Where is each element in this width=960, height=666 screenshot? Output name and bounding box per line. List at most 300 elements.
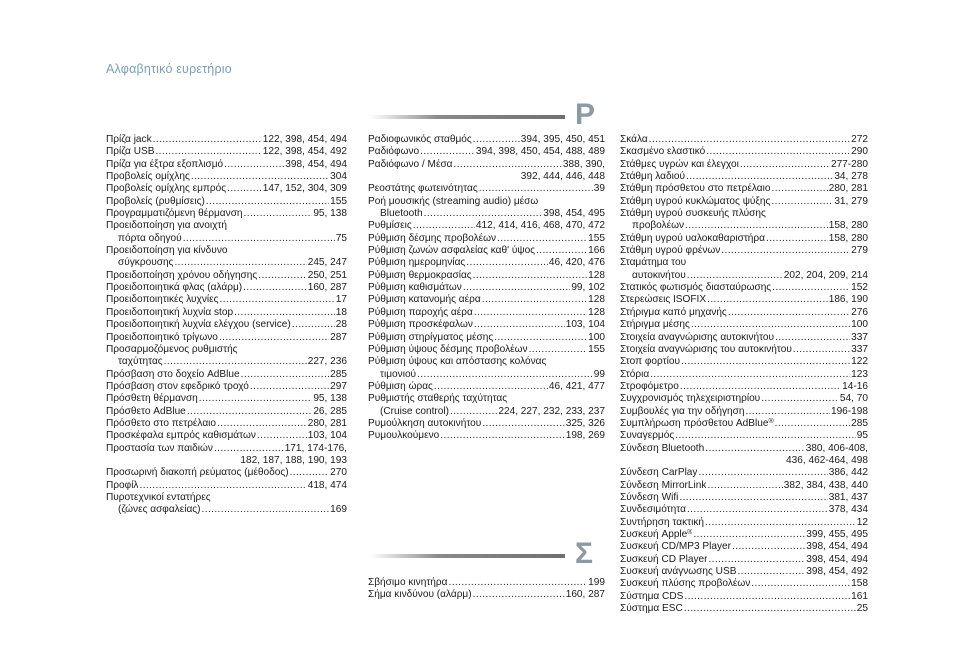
entry-term-text: Συσκευή πλύσης προβολέων xyxy=(620,578,751,590)
entry-row xyxy=(620,319,868,331)
entry-term-text: Συσκευή CD Player xyxy=(620,553,708,565)
index-entry xyxy=(106,220,347,245)
leader-dots xyxy=(751,578,850,590)
entry-row xyxy=(620,541,868,553)
entry-term-text: Πρόσθετο AdBlue xyxy=(106,405,186,417)
entry-pages: 171, 174-176, xyxy=(284,442,347,454)
entry-term xyxy=(380,369,416,381)
leader-dots xyxy=(449,577,588,589)
index-entry xyxy=(368,393,605,418)
entry-pages: 245, 247 xyxy=(307,257,347,269)
entry-term-text: πόρτα οδηγού xyxy=(118,232,182,244)
leader-dots xyxy=(649,134,850,146)
entry-term-text: Προειδοποιητικές λυχνίες xyxy=(106,294,219,306)
entry-row xyxy=(368,307,605,319)
entry-row xyxy=(106,134,347,146)
leader-dots xyxy=(707,480,782,492)
entry-term xyxy=(620,443,704,455)
entry-term-text: Προστασία των παιδιών xyxy=(106,442,213,454)
entry-term xyxy=(620,529,692,541)
entry-term-text: Συνδεσιμότητα xyxy=(620,504,686,516)
leader-dots xyxy=(227,183,262,195)
entry-term-text: Συμβουλές για την οδήγηση xyxy=(620,405,745,417)
entry-row xyxy=(368,332,605,344)
entry-heading: Ροή μουσικής (streaming audio) μέσω xyxy=(368,195,539,207)
entry-term-text: Στροφόμετρο xyxy=(620,380,679,392)
entry-row xyxy=(106,282,347,294)
entry-row xyxy=(620,307,868,319)
entry-row xyxy=(368,381,605,393)
entry-pages: 272 xyxy=(851,134,868,145)
entry-row xyxy=(106,480,347,492)
entry-heading: Προειδοποίηση για ανοιχτή xyxy=(106,220,227,232)
entry-pages: 18 xyxy=(335,306,347,318)
leader-dots xyxy=(686,171,833,183)
entry-term-text: (ζώνες ασφαλείας) xyxy=(118,504,201,516)
entry-term-text: Πρίζα για έξτρα εξοπλισμό xyxy=(106,158,224,170)
index-entry xyxy=(620,381,868,393)
index-entry xyxy=(106,134,347,146)
entry-term-text: Ρυθμίσεις xyxy=(368,220,412,232)
index-entry xyxy=(368,344,605,356)
index-entry xyxy=(620,480,868,492)
leader-dots xyxy=(740,159,830,171)
entry-row xyxy=(368,146,605,158)
entry-row xyxy=(106,443,347,455)
index-entry xyxy=(620,517,868,529)
entry-term-text: Ρύθμιση στηρίγματος μέσης xyxy=(368,331,494,343)
leader-dots xyxy=(687,270,783,282)
index-entry xyxy=(106,319,347,331)
entry-term xyxy=(368,344,528,356)
entry-pages: 378, 434 xyxy=(828,504,868,516)
index-entry xyxy=(620,554,868,566)
entry-pages: 123 xyxy=(851,368,868,380)
entry-term-text: Προγραμματιζόμενη θέρμανση xyxy=(106,208,243,220)
entry-term-text: Συντήρηση τακτική xyxy=(620,516,705,528)
entry-term xyxy=(620,566,736,578)
entry-pages: 224, 227, 232, 233, 237 xyxy=(498,405,605,417)
entry-pages: 122, 398, 454, 492 xyxy=(262,146,347,158)
leader-dots xyxy=(772,282,850,294)
index-column-4 xyxy=(368,577,605,602)
entry-term xyxy=(620,307,727,319)
leader-dots xyxy=(417,369,593,381)
entry-term xyxy=(368,577,448,589)
entry-term-text: Ρύθμιση θερμοκρασίας xyxy=(368,269,472,281)
entry-term xyxy=(620,541,731,553)
entry-pages: 75 xyxy=(335,232,347,244)
entry-pages: 386, 442 xyxy=(828,467,868,479)
entry-heading: Στάθμη υγρού συσκευής πλύσης xyxy=(620,208,766,220)
entry-term xyxy=(106,282,242,294)
entry-row xyxy=(368,589,605,601)
leader-dots xyxy=(292,319,335,331)
entry-row xyxy=(620,344,868,356)
entry-term-text: Σύστημα CDS xyxy=(620,590,684,602)
entry-row xyxy=(368,183,605,195)
entry-pages: 34, 278 xyxy=(834,171,868,183)
divider-bar xyxy=(370,115,565,119)
entry-pages: 399, 455, 495 xyxy=(806,529,868,540)
entry-term-text: Στατικός φωτισμός διασταύρωσης xyxy=(620,282,772,294)
entry-term xyxy=(620,134,648,146)
entry-term xyxy=(620,554,707,566)
leader-dots xyxy=(199,393,313,405)
leader-dots xyxy=(413,220,475,232)
entry-row xyxy=(620,146,868,158)
index-entry xyxy=(368,332,605,344)
entry-term xyxy=(106,146,154,158)
entry-row xyxy=(106,159,347,171)
entry-term-text: Προειδοποιητικά φλας (αλάρμ) xyxy=(106,282,243,294)
entry-row xyxy=(106,406,347,418)
entry-term xyxy=(106,369,240,381)
entry-pages: 122 xyxy=(851,356,868,368)
entry-row xyxy=(620,134,868,146)
entry-term xyxy=(620,356,680,368)
entry-term xyxy=(620,418,774,430)
entry-pages: 304 xyxy=(330,171,347,183)
entry-pages: 394, 395, 450, 451 xyxy=(520,134,605,145)
registered-mark: ® xyxy=(687,529,693,536)
index-column-2 xyxy=(368,134,605,443)
entry-term xyxy=(106,183,226,195)
entry-pages: 398, 454, 494 xyxy=(806,553,868,565)
entry-term xyxy=(380,208,423,220)
leader-dots xyxy=(693,529,805,541)
entry-term-text: Προβολείς ομίχλης εμπρός xyxy=(106,183,227,195)
entry-row xyxy=(620,529,868,541)
entry-term-text: Ρύθμιση κατανομής αέρα xyxy=(368,294,481,306)
registered-mark: ® xyxy=(768,417,774,425)
index-entry xyxy=(368,589,605,601)
leader-dots xyxy=(771,196,833,208)
entry-term-text: Πρόσθετο στο πετρέλαιο xyxy=(106,417,217,429)
entry-term-text: Σκασμένο ελαστικό xyxy=(620,146,706,158)
entry-term xyxy=(106,430,256,442)
leader-dots xyxy=(244,208,313,220)
index-entry xyxy=(106,393,347,405)
entry-term xyxy=(620,196,770,208)
entry-term-text: Σβήσιμο κινητήρα xyxy=(368,577,448,588)
entry-term-text: Πρόσθετη θέρμανση xyxy=(106,393,198,405)
leader-dots xyxy=(224,159,284,171)
entry-row xyxy=(620,159,868,171)
entry-row xyxy=(106,393,347,405)
entry-term xyxy=(118,504,201,516)
entry-term xyxy=(106,196,205,208)
entry-pages: 158, 280 xyxy=(828,220,868,232)
entry-pages: 227, 236 xyxy=(307,356,347,368)
index-entry xyxy=(620,504,868,516)
entry-row xyxy=(368,344,605,356)
entry-term-text: Προειδοποιητική λυχνία ελέγχου (service) xyxy=(106,319,291,331)
entry-row xyxy=(620,171,868,183)
entry-row xyxy=(620,183,868,195)
entry-row xyxy=(620,381,868,393)
entry-row xyxy=(620,430,868,442)
entry-term-text: τιμονιού xyxy=(380,368,417,380)
index-entry xyxy=(106,492,347,517)
index-entry xyxy=(620,319,868,331)
entry-row xyxy=(368,294,605,306)
entry-pages: 398, 454, 494 xyxy=(806,541,868,553)
entry-row xyxy=(620,517,868,529)
entry-pages: 160, 287 xyxy=(307,282,347,294)
entry-term xyxy=(106,171,190,183)
leader-dots xyxy=(206,196,329,208)
entry-term xyxy=(620,294,706,306)
entry-pages: 99 xyxy=(593,368,605,380)
entry-term-text: ταχύτητας xyxy=(118,356,163,368)
entry-row xyxy=(106,233,347,245)
entry-term xyxy=(118,233,182,245)
entry-term-text: Σύνδεση CarPlay xyxy=(620,467,698,479)
entry-pages: 100 xyxy=(588,331,605,343)
entry-term-text: Ρύθμιση προσκέφαλων xyxy=(368,319,473,331)
entry-row xyxy=(620,332,868,344)
leader-dots xyxy=(217,418,307,430)
leader-dots xyxy=(474,307,587,319)
entry-term-text: Συγχρονισμός τηλεχειριστηρίου xyxy=(620,393,761,405)
entry-pages: 95, 138 xyxy=(313,208,347,220)
index-entry xyxy=(106,307,347,319)
leader-dots xyxy=(463,282,570,294)
leader-dots xyxy=(250,381,329,393)
entry-term-text: Στάθμη υγρού υαλοκαθαριστήρα xyxy=(620,232,765,244)
leader-dots xyxy=(761,393,839,405)
entry-term-text: Συναγερμός xyxy=(620,430,675,442)
index-entry xyxy=(620,208,868,233)
entry-pages: 12 xyxy=(856,516,868,528)
entry-row xyxy=(106,467,347,479)
leader-dots xyxy=(775,332,850,344)
entry-term xyxy=(620,233,765,245)
leader-dots xyxy=(536,245,587,257)
entry-term xyxy=(106,381,249,393)
leader-dots xyxy=(494,332,587,344)
leader-dots xyxy=(454,159,562,171)
entry-pages: 39 xyxy=(593,183,605,195)
entry-pages: 155 xyxy=(588,343,605,355)
leader-dots xyxy=(214,443,284,455)
entry-pages: 26, 285 xyxy=(313,405,347,417)
index-entry xyxy=(106,183,347,195)
index-entry xyxy=(620,591,868,603)
entry-term xyxy=(368,146,419,158)
index-entry xyxy=(368,245,605,257)
entry-row xyxy=(106,208,347,220)
index-entry xyxy=(620,492,868,504)
entry-pages: 381, 437 xyxy=(828,491,868,503)
entry-term xyxy=(620,467,697,479)
entry-row xyxy=(106,418,347,430)
index-entry xyxy=(620,406,868,418)
entry-row xyxy=(620,356,868,368)
entry-pages: 128 xyxy=(588,269,605,281)
leader-dots xyxy=(745,406,829,418)
entry-pages: 198, 269 xyxy=(565,430,605,442)
entry-row xyxy=(368,418,605,430)
entry-term-text: Συσκευή ανάγνωσης USB xyxy=(620,566,737,578)
entry-term-text: Στοιχεία αναγνώρισης του αυτοκινήτου xyxy=(620,343,792,355)
entry-row xyxy=(620,578,868,590)
index-entry xyxy=(620,183,868,195)
entry-row xyxy=(368,369,605,381)
entry-pages: 380, 406-408, xyxy=(805,442,868,454)
entry-row xyxy=(620,369,868,381)
entry-row xyxy=(106,504,347,516)
entry-pages: 128 xyxy=(588,306,605,318)
index-entry xyxy=(368,418,605,430)
index-entry xyxy=(620,529,868,541)
leader-dots xyxy=(708,554,805,566)
entry-term xyxy=(620,171,685,183)
entry-row xyxy=(620,220,868,232)
leader-dots xyxy=(685,220,828,232)
index-entry xyxy=(620,356,868,368)
entry-term-text: Σύνδεση Bluetooth xyxy=(620,442,705,454)
entry-term-text: Προβολείς ομίχλης xyxy=(106,171,190,183)
entry-term-text: Ρύθμιση ημερομηνίας xyxy=(368,257,466,269)
leader-dots xyxy=(707,294,828,306)
leader-dots xyxy=(440,430,564,442)
entry-term xyxy=(620,282,771,294)
entry-term xyxy=(620,393,760,405)
index-entry xyxy=(620,257,868,282)
index-entry xyxy=(106,332,347,344)
leader-dots xyxy=(257,430,307,442)
entry-row xyxy=(620,566,868,578)
entry-row xyxy=(620,196,868,208)
entry-pages: 155 xyxy=(588,232,605,244)
entry-term-text: Σύστημα ESC xyxy=(620,603,683,615)
index-entry xyxy=(620,430,868,442)
entry-term-text: Προειδοποιητική λυχνία stop xyxy=(106,306,234,318)
entry-row xyxy=(368,270,605,282)
entry-heading: Προειδοποίηση για κίνδυνο xyxy=(106,245,228,257)
entry-term-text: Στάθμη πρόσθετου στο πετρέλαιο xyxy=(620,183,771,195)
index-entry xyxy=(368,307,605,319)
entry-term-text: Πρόσβαση στον εφεδρικό τροχό xyxy=(106,380,249,392)
entry-term xyxy=(106,332,218,344)
index-entry xyxy=(620,233,868,245)
leader-dots xyxy=(684,603,856,615)
entry-pages: 147, 152, 304, 309 xyxy=(262,183,347,195)
entry-term xyxy=(368,134,472,146)
index-entry xyxy=(620,541,868,553)
index-column-3 xyxy=(620,134,868,615)
entry-term-text: Στάθμη λαδιού xyxy=(620,171,686,183)
leader-dots xyxy=(234,307,335,319)
entry-term-text: Πρίζα USB xyxy=(106,146,155,158)
entry-pages: 46, 421, 477 xyxy=(548,380,605,392)
leader-dots xyxy=(155,146,261,158)
entry-row xyxy=(368,233,605,245)
entry-term xyxy=(118,356,163,368)
index-entry xyxy=(368,430,605,442)
index-entry xyxy=(106,270,347,282)
entry-term xyxy=(620,603,683,615)
index-entry xyxy=(106,467,347,479)
entry-term xyxy=(620,430,674,442)
entry-pages: 103, 104 xyxy=(307,430,347,442)
entry-pages: 280, 281 xyxy=(828,183,868,195)
index-entry xyxy=(620,171,868,183)
letter-p: P xyxy=(575,98,596,131)
entry-term-text: σύγκρουσης xyxy=(118,257,174,269)
entry-pages: 166 xyxy=(588,245,605,257)
entry-pages: 382, 384, 438, 440 xyxy=(783,479,868,491)
index-entry xyxy=(620,603,868,615)
entry-pages-continued: 392, 444, 446, 448 xyxy=(520,171,605,183)
entry-term xyxy=(380,406,449,418)
entry-term-text: Πρίζα jack xyxy=(106,134,152,145)
entry-term xyxy=(118,257,173,269)
entry-term xyxy=(106,467,289,479)
leader-dots xyxy=(424,208,543,220)
entry-pages: 398, 454, 494 xyxy=(285,158,347,170)
leader-dots xyxy=(775,418,851,430)
entry-row xyxy=(368,430,605,442)
entry-row xyxy=(106,196,347,208)
entry-pages: 186, 190 xyxy=(828,294,868,306)
entry-row xyxy=(368,134,605,146)
entry-term xyxy=(368,294,481,306)
entry-term-text: Στήριγμα μέσης xyxy=(620,319,690,331)
entry-pages: 280, 281 xyxy=(307,417,347,429)
entry-pages: 155 xyxy=(330,195,347,207)
leader-dots xyxy=(482,294,587,306)
entry-term-text: Πρόσβαση στο δοχείο AdBlue xyxy=(106,368,240,380)
entry-row xyxy=(620,603,868,615)
leader-dots xyxy=(473,270,588,282)
leader-dots xyxy=(473,589,565,601)
entry-row xyxy=(368,220,605,232)
page-header: Αλφαβητικό ευρετήριο xyxy=(106,62,232,76)
index-entry xyxy=(368,220,605,232)
index-entry xyxy=(106,282,347,294)
index-entry xyxy=(368,233,605,245)
leader-dots xyxy=(219,332,329,344)
entry-pages: 285 xyxy=(851,417,868,429)
index-entry xyxy=(106,159,347,171)
entry-row xyxy=(368,159,605,171)
leader-dots xyxy=(687,504,828,516)
entry-term-text: Ραδιόφωνο xyxy=(368,146,420,158)
entry-heading: Πυροτεχνικοί εντατήρες xyxy=(106,491,211,503)
leader-dots xyxy=(691,319,850,331)
leader-dots xyxy=(680,381,841,393)
index-entry xyxy=(368,196,605,221)
entry-row xyxy=(368,245,605,257)
index-entry xyxy=(368,257,605,269)
entry-term-text: αυτοκινήτου xyxy=(632,269,686,281)
entry-term xyxy=(368,257,465,269)
index-entry xyxy=(620,245,868,257)
entry-row xyxy=(620,591,868,603)
leader-dots xyxy=(479,183,593,195)
entry-row xyxy=(368,406,605,418)
entry-pages-continued: 182, 187, 188, 190, 193 xyxy=(240,454,347,466)
entry-term-text: Συμπλήρωση πρόσθετου AdBlue xyxy=(620,417,769,429)
entry-row xyxy=(620,467,868,479)
entry-pages: 337 xyxy=(851,343,868,355)
entry-pages: 31, 279 xyxy=(834,195,868,207)
leader-dots xyxy=(420,146,475,158)
entry-row xyxy=(620,418,868,430)
